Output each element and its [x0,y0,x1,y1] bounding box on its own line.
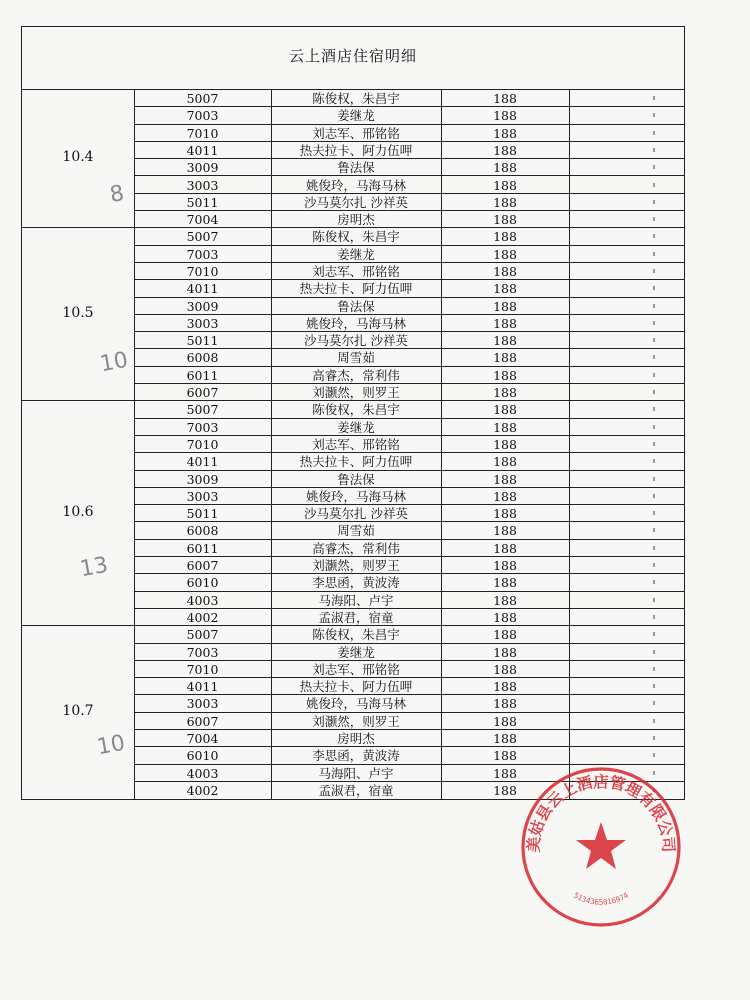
check-mark [653,390,655,394]
room-price: 188 [493,177,517,193]
check-mark [653,165,655,169]
room-price: 188 [493,765,517,781]
room-price: 188 [493,696,517,712]
table-row [134,436,684,453]
room-number: 3003 [186,177,219,193]
guest-names: 马海阳、卢宇 [318,592,394,608]
room-number: 6007 [186,713,219,729]
check-mark [653,425,655,429]
check-mark [653,580,655,584]
check-mark [653,148,655,152]
check-mark [653,217,655,221]
room-price: 188 [493,367,517,383]
room-price: 188 [493,194,517,210]
guest-names: 姚俊玲，马海马林 [305,696,406,712]
handwritten-count: 13 [78,552,110,583]
check-mark [653,511,655,515]
room-price: 188 [493,592,517,608]
room-price: 188 [493,160,517,176]
room-price: 188 [493,212,517,228]
handwritten-count: 10 [98,347,130,378]
room-price: 188 [493,540,517,556]
room-number: 4002 [186,609,219,625]
room-price: 188 [493,471,517,487]
table-row [134,90,684,107]
ledger-table [21,26,685,800]
check-mark [653,269,655,273]
room-number: 6011 [186,367,219,383]
room-number: 7010 [186,661,219,677]
guest-names: 鲁法保 [337,471,375,487]
room-number: 4011 [186,679,219,695]
table-row [134,349,684,366]
check-mark [653,667,655,671]
room-number: 3003 [186,696,219,712]
check-mark [653,338,655,342]
room-number: 5011 [186,506,219,522]
room-number: 7010 [186,125,219,141]
room-price: 188 [493,142,517,158]
room-number: 3009 [186,298,219,314]
check-mark [653,719,655,723]
room-number: 5007 [186,229,219,245]
check-mark [653,200,655,204]
guest-names: 陈俊权，朱昌宇 [312,91,400,106]
table-row [134,194,684,211]
table-row [134,107,684,124]
check-mark [653,701,655,705]
table-row [134,644,684,661]
table-row [134,713,684,730]
room-price: 188 [493,488,517,504]
guest-names: 李思函，黄波涛 [312,748,400,764]
room-number: 5007 [186,627,219,643]
room-price: 188 [493,229,517,245]
company-seal [518,764,684,930]
room-number: 4003 [186,765,219,781]
room-number: 5007 [186,91,219,106]
guest-names: 姜继龙 [337,246,375,262]
table-row [134,626,684,643]
check-mark [653,632,655,636]
room-number: 7003 [186,644,219,660]
check-mark [653,563,655,567]
room-price: 188 [493,419,517,435]
room-price: 188 [493,108,517,124]
title-row [22,27,684,90]
guest-names: 周雪茹 [337,350,375,366]
guest-names: 姚俊玲，马海马林 [305,315,406,331]
guest-names: 高睿杰，常利伟 [312,367,400,383]
room-price: 188 [493,661,517,677]
guest-names: 陈俊权，朱昌宇 [312,627,400,643]
guest-names: 沙马莫尔扎 沙祥英 [304,194,408,210]
table-row [134,419,684,436]
room-number: 6007 [186,558,219,574]
check-mark [653,753,655,757]
table-row [134,280,684,297]
handwritten-count: 8 [107,180,127,209]
check-mark [653,234,655,238]
room-price: 188 [493,558,517,574]
check-mark [653,598,655,602]
room-price: 188 [493,748,517,764]
room-number: 7004 [186,212,219,228]
guest-names: 高睿杰，常利伟 [312,540,400,556]
guest-names: 马海阳、卢宇 [318,765,394,781]
document-title: 云上酒店住宿明细 [288,47,417,65]
table-row [134,263,684,280]
guest-names: 陈俊权，朱昌宇 [312,402,400,418]
room-number: 4003 [186,592,219,608]
room-price: 188 [493,644,517,660]
table-row [134,315,684,332]
room-number: 6007 [186,385,219,401]
check-mark [653,546,655,550]
guest-names: 热夫拉卡、阿力伍呷 [299,679,413,695]
table-row [134,177,684,194]
check-mark [653,373,655,377]
guest-names: 热夫拉卡、阿力伍呷 [299,454,413,470]
check-mark [653,528,655,532]
check-mark [653,459,655,463]
check-mark [653,304,655,308]
svg-text:美姑县云上酒店管理有限公司: 美姑县云上酒店管理有限公司 [523,771,679,853]
room-number: 3003 [186,315,219,331]
room-number: 4011 [186,454,219,470]
table-row [134,453,684,470]
guest-names: 鲁法保 [337,298,375,314]
star-icon [576,822,626,869]
room-price: 188 [493,402,517,418]
guest-names: 刘志军、邢铭铭 [312,263,400,279]
check-mark [653,442,655,446]
check-mark [653,477,655,481]
room-number: 7010 [186,436,219,452]
table-row [134,159,684,176]
room-price: 188 [493,575,517,591]
room-number: 5007 [186,402,219,418]
guest-names: 孟淑君，宿童 [318,609,394,625]
guest-names: 房明杰 [337,212,375,228]
room-number: 6010 [186,575,219,591]
table-row [134,505,684,522]
guest-names: 周雪茹 [337,523,375,539]
room-price: 188 [493,679,517,695]
guest-names: 姚俊玲，马海马林 [305,488,406,504]
date-label: 10.4 [62,149,94,166]
table-row [134,678,684,695]
table-row [134,747,684,764]
check-mark [653,736,655,740]
date-group [22,401,684,626]
table-row [134,540,684,557]
guest-names: 刘灏然，则罗王 [312,385,400,401]
guest-names: 热夫拉卡、阿力伍呷 [299,281,413,297]
guest-names: 孟淑君，宿童 [318,782,394,798]
room-price: 188 [493,385,517,401]
table-row [134,384,684,401]
room-number: 3003 [186,488,219,504]
table-row [134,142,684,159]
room-price: 188 [493,609,517,625]
table-row [134,332,684,349]
guest-names: 热夫拉卡、阿力伍呷 [299,142,413,158]
room-price: 188 [493,782,517,798]
room-price: 188 [493,263,517,279]
table-row [134,609,684,626]
room-number: 6008 [186,523,219,539]
room-number: 7010 [186,263,219,279]
guest-names: 鲁法保 [337,160,375,176]
table-row [134,298,684,315]
date-label: 10.7 [62,702,94,719]
check-mark [653,615,655,619]
room-price: 188 [493,523,517,539]
svg-text:5134365016974: 5134365016974 [572,890,630,907]
room-price: 188 [493,436,517,452]
check-mark [653,96,655,100]
check-mark [653,252,655,256]
room-price: 188 [493,350,517,366]
room-number: 4011 [186,281,219,297]
table-row [134,574,684,591]
room-price: 188 [493,627,517,643]
room-number: 3009 [186,471,219,487]
room-number: 3009 [186,160,219,176]
check-mark [653,286,655,290]
room-number: 5011 [186,194,219,210]
check-mark [653,494,655,498]
room-price: 188 [493,506,517,522]
table-row [134,471,684,488]
guest-names: 姚俊玲，马海马林 [305,177,406,193]
check-mark [653,684,655,688]
room-price: 188 [493,125,517,141]
handwritten-count: 10 [95,730,127,761]
room-number: 7003 [186,246,219,262]
check-mark [653,183,655,187]
guest-names: 刘灏然，则罗王 [312,558,400,574]
room-number: 7004 [186,731,219,747]
table-row [134,522,684,539]
check-mark [653,131,655,135]
date-group [22,228,684,401]
guest-names: 刘灏然，则罗王 [312,713,400,729]
check-mark [653,355,655,359]
table-row [134,488,684,505]
room-number: 4011 [186,142,219,158]
guest-names: 姜继龙 [337,419,375,435]
guest-names: 姜继龙 [337,108,375,124]
table-row [134,661,684,678]
guest-names: 沙马莫尔扎 沙祥英 [304,506,408,522]
table-row [134,592,684,609]
room-number: 6008 [186,350,219,366]
table-row [134,125,684,142]
guest-names: 刘志军、邢铭铭 [312,436,400,452]
table-row [134,246,684,263]
guest-names: 刘志军、邢铭铭 [312,661,400,677]
room-number: 4002 [186,782,219,798]
date-label: 10.5 [62,304,94,321]
guest-names: 李思函，黄波涛 [312,575,400,591]
room-number: 6011 [186,540,219,556]
guest-names: 姜继龙 [337,644,375,660]
room-number: 6010 [186,748,219,764]
check-mark [653,113,655,117]
table-row [134,367,684,384]
room-price: 188 [493,246,517,262]
table-row [134,730,684,747]
date-group [22,90,684,228]
date-label: 10.6 [62,503,94,520]
table-row [134,228,684,245]
table-row [134,557,684,574]
check-mark [653,650,655,654]
room-price: 188 [493,713,517,729]
guest-names: 陈俊权，朱昌宇 [312,229,400,245]
room-price: 188 [493,315,517,331]
room-price: 188 [493,91,517,106]
room-price: 188 [493,731,517,747]
guest-names: 刘志军、邢铭铭 [312,125,400,141]
table-row [134,401,684,418]
table-row [134,211,684,228]
room-price: 188 [493,298,517,314]
room-price: 188 [493,454,517,470]
guest-names: 房明杰 [337,731,375,747]
check-mark [653,321,655,325]
guest-names: 沙马莫尔扎 沙祥英 [304,333,408,349]
room-number: 5011 [186,333,219,349]
room-number: 7003 [186,108,219,124]
room-price: 188 [493,333,517,349]
room-number: 7003 [186,419,219,435]
table-row [134,695,684,712]
room-price: 188 [493,281,517,297]
check-mark [653,407,655,411]
